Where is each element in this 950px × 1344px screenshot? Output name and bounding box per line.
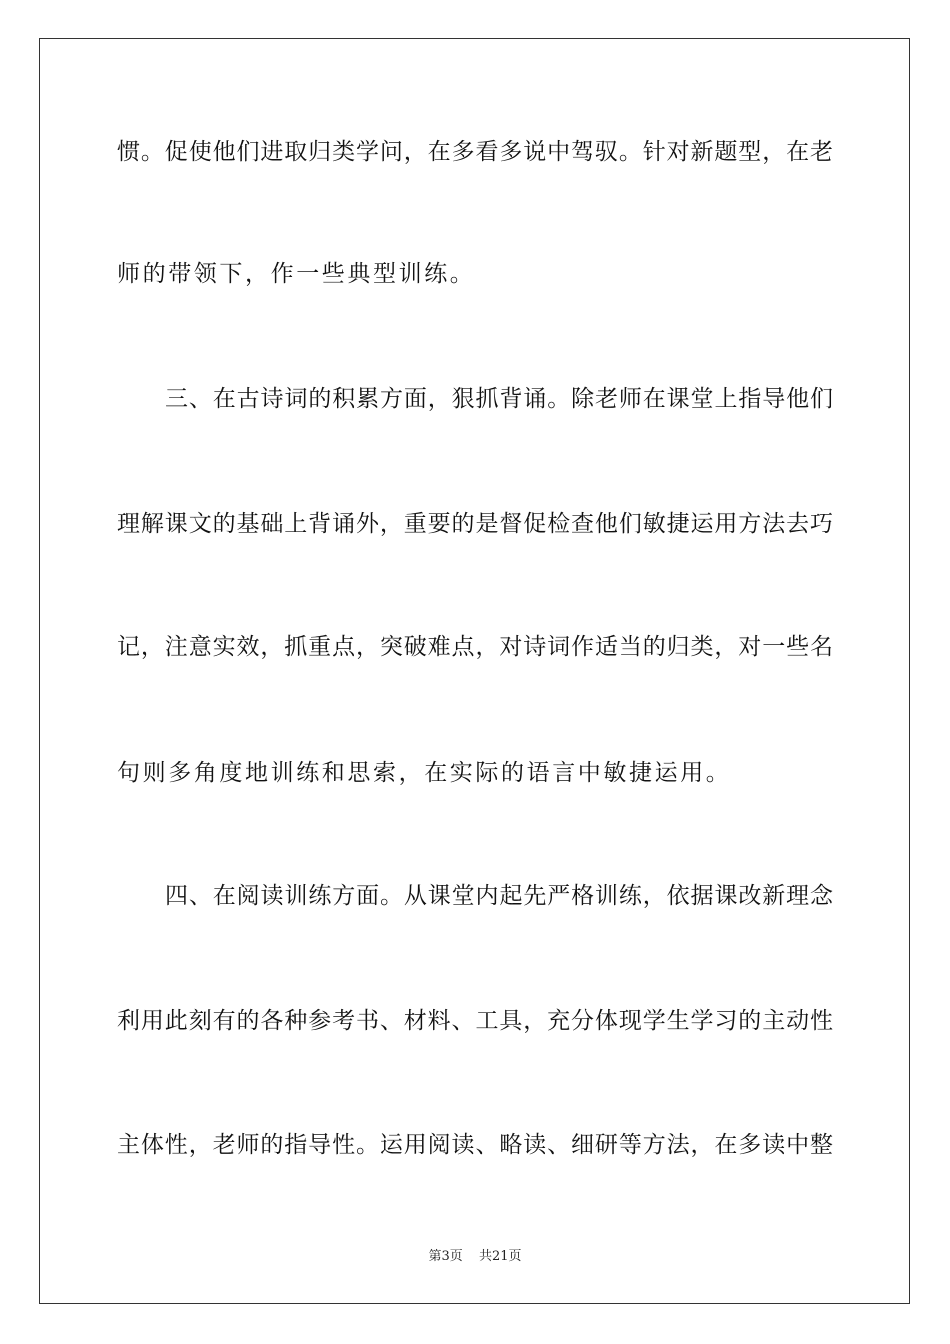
text-line-1: 惯。促使他们进取归类学问，在多看多说中驾驭。针对新题型，在老 — [117, 139, 833, 165]
page-total: 共21页 — [478, 1249, 522, 1264]
text-line-8: 利用此刻有的各种参考书、材料、工具，充分体现学生学习的主动性 — [117, 1008, 833, 1034]
page-footer — [0, 1248, 950, 1266]
text-line-6: 句则多角度地训练和思索，在实际的语言中敏捷运用。 — [117, 760, 732, 786]
text-line-4: 理解课文的基础上背诵外，重要的是督促检查他们敏捷运用方法去巧 — [117, 511, 833, 537]
text-line-3: 三、在古诗词的积累方面，狠抓背诵。除老师在课堂上指导他们 — [165, 386, 833, 412]
text-line-5: 记，注意实效，抓重点，突破难点，对诗词作适当的归类，对一些名 — [117, 634, 833, 660]
page-number: 第3页 — [428, 1249, 463, 1264]
text-line-2: 师的带领下，作一些典型训练。 — [117, 261, 476, 287]
text-line-9: 主体性，老师的指导性。运用阅读、略读、细研等方法，在多读中整 — [117, 1132, 833, 1158]
page-border — [39, 38, 910, 1304]
text-line-7: 四、在阅读训练方面。从课堂内起先严格训练，依据课改新理念 — [165, 883, 833, 909]
